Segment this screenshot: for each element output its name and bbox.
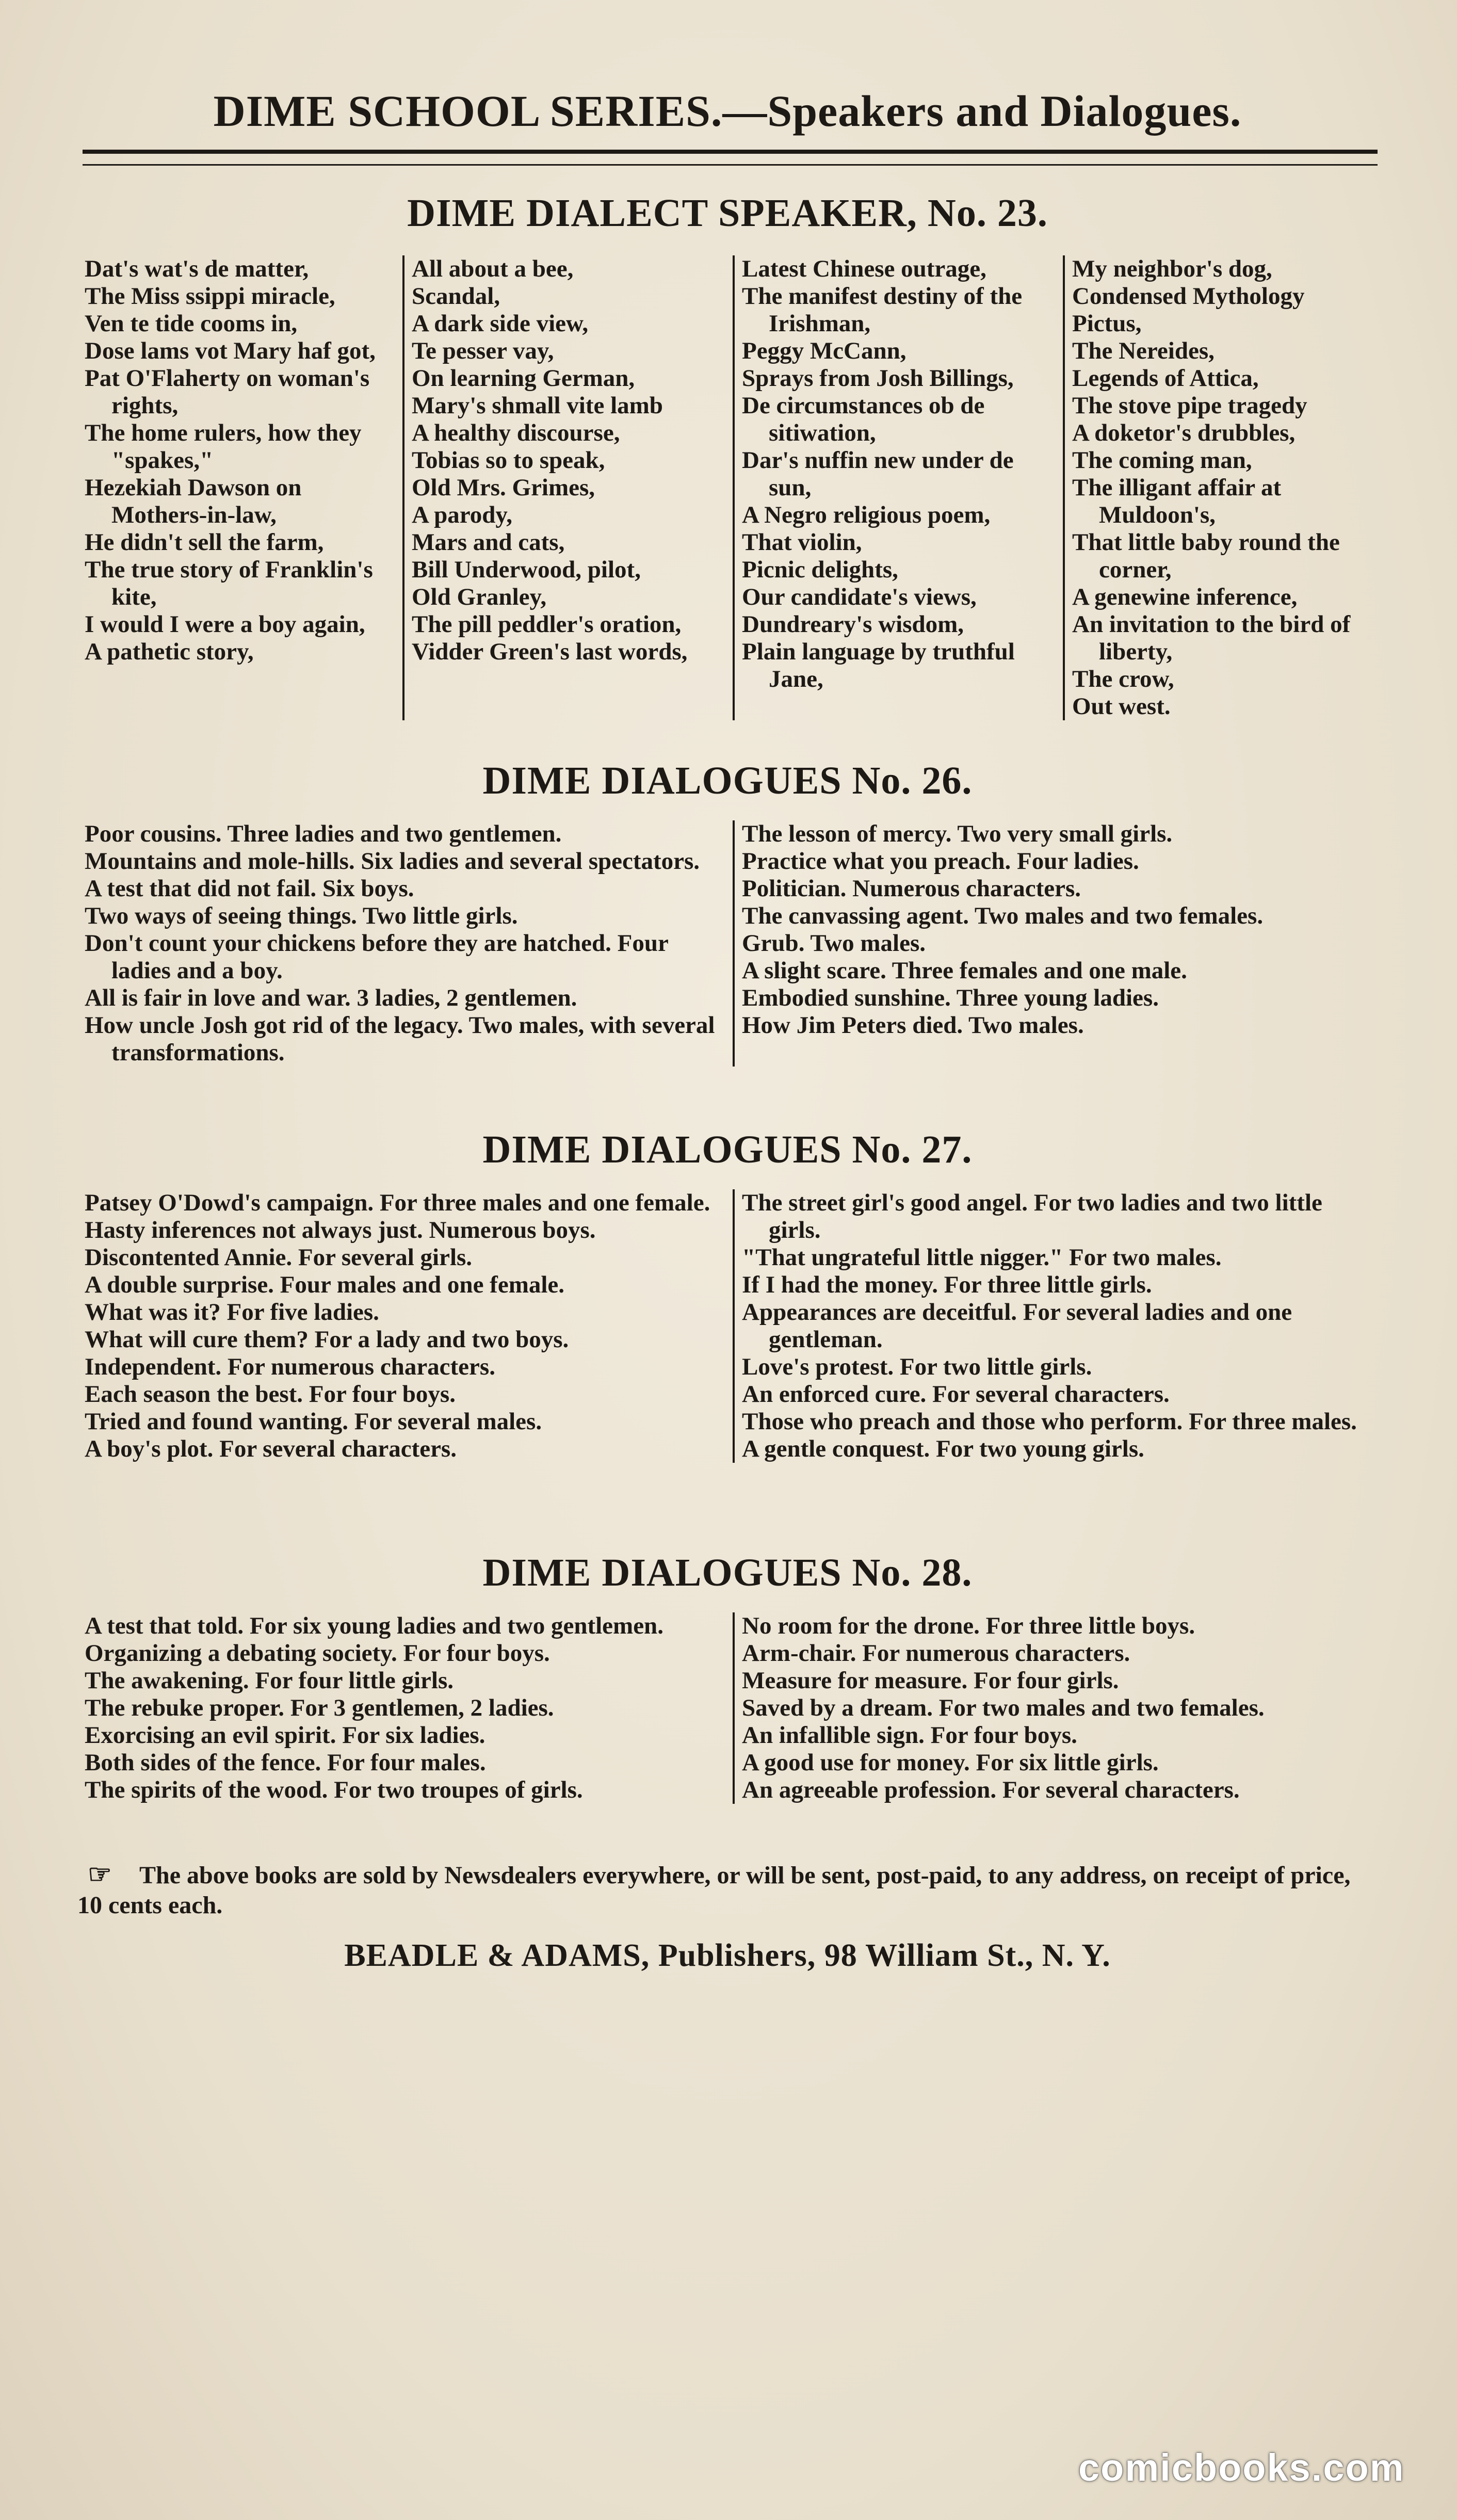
list-item: The Nereides,	[1072, 337, 1215, 364]
list-item: An infallible sign. For four boys.	[742, 1722, 1077, 1749]
series-subtitle: —Speakers and Dialogues.	[722, 86, 1242, 136]
list-item: Poor cousins. Three ladies and two gentlemen.	[85, 820, 562, 847]
list-item: Old Mrs. Grimes,	[412, 474, 595, 501]
list-item: All is fair in love and war. 3 ladies, 2 gentlemen.	[85, 984, 577, 1011]
list-item: A slight scare. Three females and one male.	[742, 957, 1187, 984]
list-item: A boy's plot. For several characters.	[85, 1435, 457, 1462]
pointing-hand-icon: ☞	[88, 1860, 112, 1889]
list-item: An agreeable profession. For several characters.	[742, 1776, 1240, 1803]
list-item: Pat O'Flaherty on woman's rights,	[85, 365, 370, 419]
list-item: He didn't sell the farm,	[85, 529, 324, 556]
list-item: Pictus,	[1072, 310, 1142, 337]
section-title-speaker-23: DIME DIALECT SPEAKER, No. 23.	[407, 191, 1048, 235]
list-item: Bill Underwood, pilot,	[412, 556, 641, 583]
list-item: Mountains and mole-hills. Six ladies and several spectators.	[85, 848, 700, 875]
list-item: Arm-chair. For numerous characters.	[742, 1640, 1130, 1667]
list-item: Practice what you preach. Four ladies.	[742, 848, 1139, 875]
column	[733, 1612, 1378, 1804]
list-item: I would I were a boy again,	[85, 611, 365, 638]
list-item: Dose lams vot Mary haf got,	[85, 337, 376, 364]
list-item: The pill peddler's oration,	[412, 611, 682, 638]
list-item: A test that told. For six young ladies and two gentlemen.	[85, 1612, 663, 1639]
section-title-dialogues-27: DIME DIALOGUES No. 27.	[482, 1128, 973, 1171]
list-item: Our candidate's views,	[742, 584, 977, 610]
list-item: Peggy McCann,	[742, 337, 906, 364]
list-item: Tried and found wanting. For several males.	[85, 1408, 542, 1435]
item-list	[742, 820, 1370, 1039]
watermark: comicbooks.com	[1078, 2446, 1405, 2489]
list-item: Appearances are deceitful. For several ladies and one gentleman.	[742, 1299, 1292, 1353]
column	[733, 1189, 1378, 1463]
list-item: A Negro religious poem,	[742, 502, 991, 528]
list-item: The street girl's good angel. For two ladies and two little girls.	[742, 1189, 1322, 1243]
speaker-23-columns	[77, 255, 1378, 720]
column	[77, 820, 733, 1067]
list-item: The Miss ssippi miracle,	[85, 283, 335, 310]
list-item: Picnic delights,	[742, 556, 898, 583]
list-item: Love's protest. For two little girls.	[742, 1353, 1092, 1380]
sales-note-text: The above books are sold by Newsdealers everywhere, or will be sent, post-paid, to any address, on receipt of price, 10 cents each.	[77, 1862, 1351, 1919]
list-item: Patsey O'Dowd's campaign. For three males and one female.	[85, 1189, 710, 1216]
dialogues-27-columns	[77, 1189, 1378, 1463]
list-item: Tobias so to speak,	[412, 447, 605, 474]
list-item: Discontented Annie. For several girls.	[85, 1244, 473, 1271]
dialogues-28-columns	[77, 1612, 1378, 1804]
list-item: Dar's nuffin new under de sun,	[742, 447, 1014, 501]
list-item: A genewine inference,	[1072, 584, 1298, 610]
list-item: Don't count your chickens before they are hatched. Four ladies and a boy.	[85, 930, 669, 984]
list-item: The coming man,	[1072, 447, 1252, 474]
list-item: The awakening. For four little girls.	[85, 1667, 454, 1694]
item-list	[742, 255, 1056, 693]
list-item: How uncle Josh got rid of the legacy. Two males, with several transformations.	[85, 1012, 715, 1066]
list-item: A pathetic story,	[85, 638, 254, 665]
list-item: A good use for money. For six little girls.	[742, 1749, 1159, 1776]
list-item: A healthy discourse,	[412, 419, 620, 446]
list-item: Measure for measure. For four girls.	[742, 1667, 1119, 1694]
list-item: Hezekiah Dawson on Mothers-in-law,	[85, 474, 302, 528]
header-rule	[83, 150, 1378, 166]
item-list	[85, 1612, 725, 1804]
list-item: Politician. Numerous characters.	[742, 875, 1081, 902]
list-item: Old Granley,	[412, 584, 547, 610]
list-item: Each season the best. For four boys.	[85, 1381, 456, 1408]
column	[402, 255, 733, 720]
list-item: Organizing a debating society. For four boys.	[85, 1640, 550, 1667]
list-item: Both sides of the fence. For four males.	[85, 1749, 486, 1776]
publisher-line: BEADLE & ADAMS, Publishers, 98 William St., N. Y.	[344, 1938, 1111, 1973]
list-item: A test that did not fail. Six boys.	[85, 875, 414, 902]
list-item: A double surprise. Four males and one female.	[85, 1271, 565, 1298]
column	[1063, 255, 1378, 720]
section-title-dialogues-26: DIME DIALOGUES No. 26.	[482, 759, 973, 802]
dialogues-26-columns	[77, 820, 1378, 1067]
item-list	[742, 1612, 1370, 1804]
list-item: De circumstances ob de sitiwation,	[742, 392, 985, 446]
list-item: A dark side view,	[412, 310, 589, 337]
list-item: An invitation to the bird of liberty,	[1072, 611, 1351, 665]
sales-note	[77, 1860, 1378, 1920]
list-item: The rebuke proper. For 3 gentlemen, 2 ladies.	[85, 1694, 554, 1721]
list-item: Latest Chinese outrage,	[742, 255, 986, 282]
column	[77, 1612, 733, 1804]
list-item: On learning German,	[412, 365, 635, 392]
item-list	[85, 1189, 725, 1463]
item-list	[85, 255, 395, 666]
list-item: Te pesser vay,	[412, 337, 554, 364]
item-list	[85, 820, 725, 1067]
list-item: Dat's wat's de matter,	[85, 255, 309, 282]
list-item: If I had the money. For three little girls.	[742, 1271, 1152, 1298]
list-item: The illigant affair at Muldoon's,	[1072, 474, 1282, 528]
list-item: The true story of Franklin's kite,	[85, 556, 373, 610]
list-item: A gentle conquest. For two young girls.	[742, 1435, 1144, 1462]
list-item: Mars and cats,	[412, 529, 565, 556]
list-item: How Jim Peters died. Two males.	[742, 1012, 1084, 1039]
list-item: Mary's shmall vite lamb	[412, 392, 663, 419]
item-list	[1072, 255, 1370, 720]
list-item: Grub. Two males.	[742, 930, 926, 957]
list-item: Condensed Mythology	[1072, 283, 1305, 310]
column	[733, 255, 1063, 720]
list-item: Ven te tide cooms in,	[85, 310, 298, 337]
list-item: "That ungrateful little nigger." For two males.	[742, 1244, 1222, 1271]
list-item: Embodied sunshine. Three young ladies.	[742, 984, 1159, 1011]
item-list	[742, 1189, 1370, 1463]
list-item: Scandal,	[412, 283, 500, 310]
list-item: The stove pipe tragedy	[1072, 392, 1307, 419]
list-item: Independent. For numerous characters.	[85, 1353, 495, 1380]
list-item: No room for the drone. For three little boys.	[742, 1612, 1195, 1639]
column	[77, 1189, 733, 1463]
list-item: Those who preach and those who perform. For three males.	[742, 1408, 1357, 1435]
list-item: Hasty inferences not always just. Numerous boys.	[85, 1217, 596, 1243]
list-item: The home rulers, how they "spakes,"	[85, 419, 362, 474]
list-item: Two ways of seeing things. Two little girls.	[85, 902, 518, 929]
list-item: Out west.	[1072, 693, 1171, 720]
list-item: The lesson of mercy. Two very small girls.	[742, 820, 1173, 847]
list-item: Legends of Attica,	[1072, 365, 1259, 392]
page-header	[83, 85, 1372, 137]
list-item: The spirits of the wood. For two troupes of girls.	[85, 1776, 583, 1803]
list-item: My neighbor's dog,	[1072, 255, 1272, 282]
list-item: That little baby round the corner,	[1072, 529, 1340, 583]
section-title-dialogues-28: DIME DIALOGUES No. 28.	[482, 1551, 973, 1594]
item-list	[412, 255, 725, 666]
list-item: Saved by a dream. For two males and two females.	[742, 1694, 1265, 1721]
list-item: The manifest destiny of the Irishman,	[742, 283, 1023, 337]
list-item: Vidder Green's last words,	[412, 638, 688, 665]
list-item: An enforced cure. For several characters.	[742, 1381, 1170, 1408]
list-item: Sprays from Josh Billings,	[742, 365, 1014, 392]
column	[77, 255, 402, 720]
list-item: Dundreary's wisdom,	[742, 611, 964, 638]
list-item: A doketor's drubbles,	[1072, 419, 1296, 446]
list-item: Plain language by truthful Jane,	[742, 638, 1015, 692]
list-item: The crow,	[1072, 666, 1174, 692]
list-item: What will cure them? For a lady and two boys.	[85, 1326, 569, 1353]
list-item: What was it? For five ladies.	[85, 1299, 379, 1326]
series-title: DIME SCHOOL SERIES.	[213, 86, 723, 136]
list-item: The canvassing agent. Two males and two females.	[742, 902, 1264, 929]
list-item: That violin,	[742, 529, 862, 556]
list-item: Exorcising an evil spirit. For six ladies.	[85, 1722, 485, 1749]
column	[733, 820, 1378, 1067]
list-item: All about a bee,	[412, 255, 574, 282]
list-item: A parody,	[412, 502, 513, 528]
